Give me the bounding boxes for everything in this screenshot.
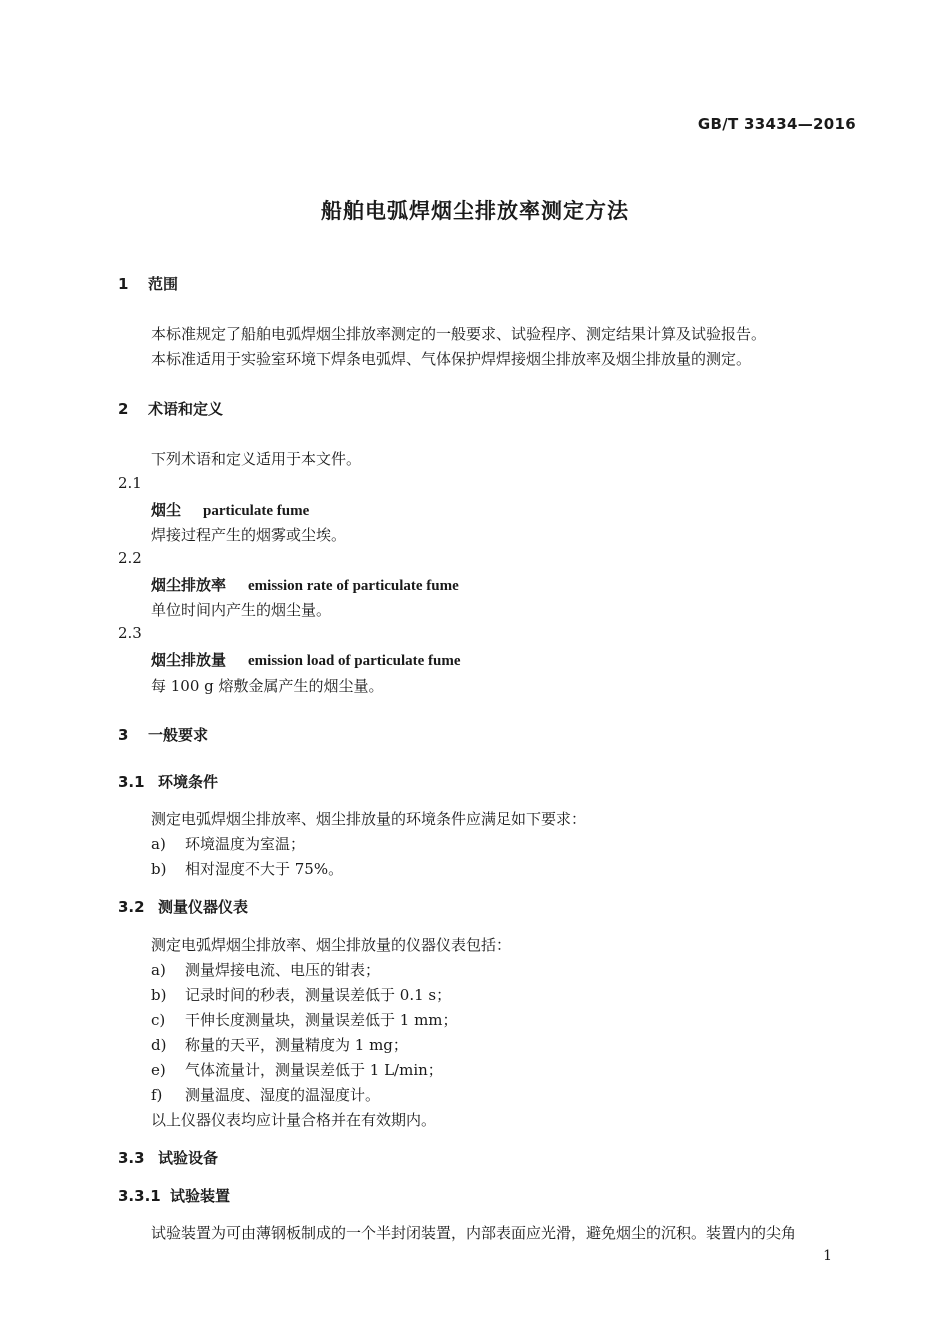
term-definition: 焊接过程产生的烟雾或尘埃。	[151, 526, 347, 544]
list-marker: e)	[151, 1061, 166, 1079]
subsection-title: 环境条件	[158, 773, 219, 791]
subsection-number: 3.3.1	[118, 1187, 161, 1205]
section-1-para-1: 本标准规定了船舶电弧焊烟尘排放率测定的一般要求、试验程序、测定结果计算及试验报告。	[151, 325, 767, 343]
term-number: 2.2	[118, 549, 142, 567]
subsection-3-1-heading	[118, 771, 218, 792]
section-3-heading	[118, 724, 208, 745]
list-item	[151, 1084, 380, 1105]
list-text: 相对湿度不大于 75%。	[185, 860, 344, 878]
section-1-para-2: 本标准适用于实验室环境下焊条电弧焊、气体保护焊焊接烟尘排放率及烟尘排放量的测定。	[151, 350, 752, 368]
standard-number: GB/T 33434—2016	[697, 115, 856, 133]
term-heading	[151, 649, 461, 670]
term-zh: 烟尘排放量	[151, 651, 227, 669]
list-text: 干伸长度测量块，测量误差低于 1 mm；	[185, 1011, 458, 1029]
subsection-title: 试验设备	[158, 1149, 219, 1167]
subsection-title: 试验装置	[170, 1187, 231, 1205]
list-item	[151, 833, 305, 854]
list-marker: a)	[151, 961, 166, 979]
list-marker: a)	[151, 835, 166, 853]
list-item	[151, 959, 380, 980]
list-item	[151, 1059, 443, 1080]
section-title: 术语和定义	[148, 400, 224, 418]
term-number: 2.3	[118, 624, 142, 642]
section-2-heading	[118, 398, 223, 419]
list-text: 记录时间的秒表，测量误差低于 0.1 s；	[185, 986, 452, 1004]
term-heading	[151, 499, 309, 520]
list-text: 环境温度为室温；	[185, 835, 306, 853]
section-number: 1	[118, 275, 129, 293]
list-text: 气体流量计，测量误差低于 1 L/min；	[185, 1061, 443, 1079]
subsection-3-3-heading	[118, 1147, 218, 1168]
section-number: 3	[118, 726, 129, 744]
term-zh: 烟尘排放率	[151, 576, 227, 594]
subsection-3-3-1-para: 试验装置为可由薄钢板制成的一个半封闭装置，内部表面应光滑，避免烟尘的沉积。装置内的尖角	[151, 1224, 797, 1242]
list-text: 测量温度、湿度的温湿度计。	[185, 1086, 381, 1104]
page-number: 1	[823, 1248, 832, 1264]
term-number: 2.1	[118, 474, 142, 492]
document-title: 船舶电弧焊烟尘排放率测定方法	[321, 199, 629, 223]
list-text: 称量的天平，测量精度为 1 mg；	[185, 1036, 408, 1054]
subsection-3-3-1-heading	[118, 1185, 230, 1206]
term-definition: 单位时间内产生的烟尘量。	[151, 601, 332, 619]
list-item	[151, 984, 451, 1005]
term-en: particulate fume	[203, 503, 310, 519]
section-1-heading	[118, 273, 178, 294]
subsection-3-2-heading	[118, 896, 248, 917]
list-marker: d)	[151, 1036, 167, 1054]
list-marker: b)	[151, 860, 167, 878]
subsection-title: 测量仪器仪表	[158, 898, 249, 916]
section-number: 2	[118, 400, 129, 418]
subsection-number: 3.2	[118, 898, 145, 916]
term-zh: 烟尘	[151, 501, 182, 519]
subsection-3-1-intro: 测定电弧焊烟尘排放率、烟尘排放量的环境条件应满足如下要求：	[151, 810, 587, 828]
list-item	[151, 1034, 408, 1055]
term-definition: 每 100 g 熔敷金属产生的烟尘量。	[151, 677, 384, 695]
list-marker: b)	[151, 986, 167, 1004]
list-item	[151, 1009, 458, 1030]
list-marker: c)	[151, 1011, 166, 1029]
section-title: 范围	[148, 275, 179, 293]
section-title: 一般要求	[148, 726, 209, 744]
term-en: emission load of particulate fume	[248, 653, 461, 669]
term-heading	[151, 574, 459, 595]
subsection-number: 3.3	[118, 1149, 145, 1167]
subsection-number: 3.1	[118, 773, 145, 791]
subsection-3-2-intro: 测定电弧焊烟尘排放率、烟尘排放量的仪器仪表包括：	[151, 936, 512, 954]
list-item	[151, 858, 343, 879]
term-en: emission rate of particulate fume	[248, 578, 459, 594]
list-marker: f)	[151, 1086, 163, 1104]
list-text: 测量焊接电流、电压的钳表；	[185, 961, 381, 979]
subsection-3-2-closing: 以上仪器仪表均应计量合格并在有效期内。	[151, 1111, 437, 1129]
section-2-intro: 下列术语和定义适用于本文件。	[151, 450, 362, 468]
